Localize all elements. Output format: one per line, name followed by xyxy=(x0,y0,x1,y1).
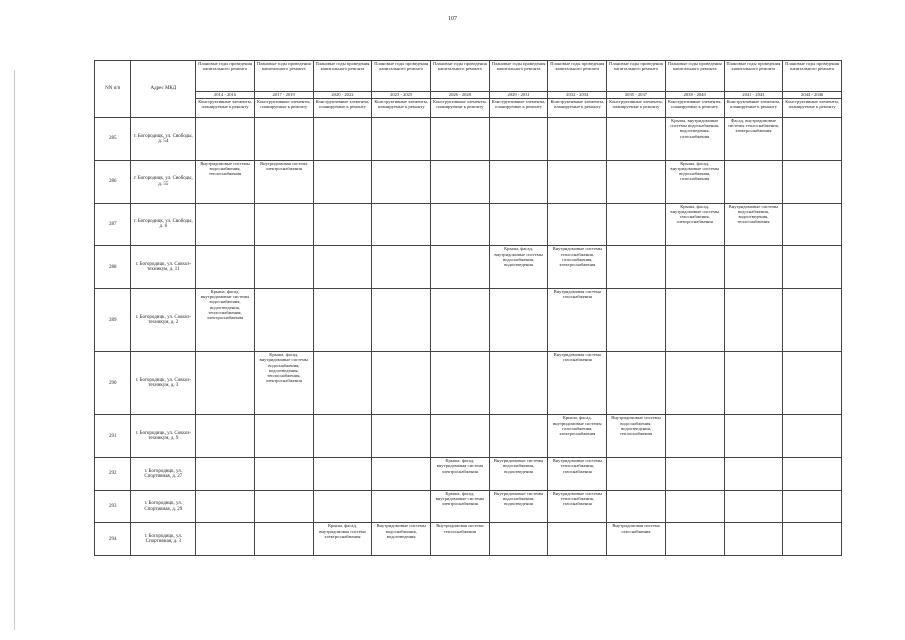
repair-cell: Крыша, фасад, внутридомовая система электроснабжения xyxy=(431,458,490,491)
repair-cell xyxy=(665,352,724,415)
header-period-range: 2017 - 2019 xyxy=(254,92,313,99)
table-row xyxy=(95,246,842,289)
repair-cell: Внутридомовая система газоснабжения xyxy=(548,352,607,415)
repair-cell: Крыша, внутридомовые системы водоснабжения, водоотведения, газоснабжения xyxy=(665,118,724,161)
repair-cell: Внутридомовые системы водоснабжения, водоотведения xyxy=(489,490,548,523)
repair-cell xyxy=(313,160,372,203)
repair-cell xyxy=(783,118,842,161)
repair-cell: Внутридомовые системы водоснабжения, водоотведения xyxy=(372,523,431,556)
repair-cell xyxy=(313,490,372,523)
row-address: г. Богородицк, ул. Совхоз-техникум, д. 11 xyxy=(131,246,196,289)
repair-cell xyxy=(372,289,431,352)
repair-cell: Крыша, фасад, внутридомовые системы газоснабжения, электроснабжения xyxy=(548,415,607,458)
repair-cell xyxy=(548,203,607,246)
repair-cell xyxy=(607,352,666,415)
scan-edge-mark xyxy=(14,70,15,630)
repair-cell: Крыша, фасад, внутридомовые системы водоснабжения, водоотведения xyxy=(489,246,548,289)
repair-cell xyxy=(254,458,313,491)
row-address: г. Богородицк, ул. Совхоз-техникум, д. 3 xyxy=(131,352,196,415)
repair-cell xyxy=(196,246,255,289)
header-period-range: 2023 - 2025 xyxy=(372,92,431,99)
header-period-title: Плановые годы проведения капитального ремонта xyxy=(254,61,313,92)
repair-cell: Крыша, фасад, внутридомовые системы газоснабжения, электроснабжения xyxy=(665,203,724,246)
page-number: 107 xyxy=(448,16,457,22)
repair-cell xyxy=(372,415,431,458)
repair-cell xyxy=(196,523,255,556)
repair-cell xyxy=(665,490,724,523)
repair-cell: Крыша, фасад, внутридомовые системы водоснабжения, водоотведения, теплоснабжения, электроснабжения xyxy=(196,289,255,352)
repair-cell xyxy=(724,523,783,556)
repair-cell xyxy=(783,415,842,458)
repair-cell xyxy=(372,160,431,203)
repair-cell: Внутридомовые системы водоснабжения, водоотведения xyxy=(489,458,548,491)
repair-cell xyxy=(254,289,313,352)
header-period-title: Плановые годы проведения капитального ремонта xyxy=(489,61,548,92)
row-address: г. Богородицк, ул. Совхоз-техникум, д. 2 xyxy=(131,289,196,352)
row-number: 291 xyxy=(95,415,131,458)
repair-cell xyxy=(254,490,313,523)
row-number: 294 xyxy=(95,523,131,556)
table-row xyxy=(95,415,842,458)
repair-cell xyxy=(548,160,607,203)
repair-cell xyxy=(196,415,255,458)
row-number: 288 xyxy=(95,246,131,289)
repair-cell xyxy=(489,289,548,352)
repair-cell xyxy=(724,352,783,415)
repair-cell xyxy=(607,289,666,352)
repair-cell xyxy=(431,415,490,458)
repair-cell xyxy=(313,289,372,352)
repair-cell xyxy=(665,246,724,289)
header-period-range: 2029 - 2031 xyxy=(489,92,548,99)
row-address: г. Богородицк, ул. Совхоз-техникум, д. 9 xyxy=(131,415,196,458)
header-elements: Конструктивные элементы, планируемые к ремонту xyxy=(665,99,724,118)
header-period-range: 2014 - 2016 xyxy=(196,92,255,99)
repair-cell xyxy=(196,458,255,491)
row-address: г. Богородицк, ул. Спортивная, д. 29 xyxy=(131,490,196,523)
repair-cell xyxy=(196,352,255,415)
repair-cell xyxy=(607,203,666,246)
repair-cell: Внутридомовая система теплоснабжения xyxy=(431,523,490,556)
repair-cell: Крыша, фасад, внутридомовые системы водоснабжения, газоснабжения xyxy=(665,160,724,203)
repair-cell xyxy=(313,203,372,246)
header-period-title: Плановые годы проведения капитального ремонта xyxy=(372,61,431,92)
header-period-title: Плановые годы проведения капитального ремонта xyxy=(665,61,724,92)
repair-cell xyxy=(724,160,783,203)
repair-cell xyxy=(313,118,372,161)
repair-cell xyxy=(431,203,490,246)
row-number: 287 xyxy=(95,203,131,246)
repair-cell xyxy=(372,246,431,289)
repair-cell xyxy=(724,415,783,458)
repair-cell xyxy=(783,160,842,203)
repair-cell xyxy=(607,458,666,491)
repair-cell: Крыша, фасад, внутридомовые системы электроснабжения xyxy=(431,490,490,523)
repair-cell xyxy=(372,352,431,415)
header-elements: Конструктивные элементы, планируемые к ремонту xyxy=(313,99,372,118)
repair-cell xyxy=(724,289,783,352)
repair-cell xyxy=(783,490,842,523)
header-period-title: Плановые годы проведения капитального ремонта xyxy=(313,61,372,92)
repair-cell xyxy=(254,246,313,289)
repair-cell xyxy=(254,523,313,556)
header-period-title: Плановые годы проведения капитального ремонта xyxy=(196,61,255,92)
repair-cell xyxy=(489,118,548,161)
row-number: 289 xyxy=(95,289,131,352)
repair-cell: Внутридомовые системы водоснабжения, водоотведения, теплоснабжения xyxy=(724,203,783,246)
repair-cell xyxy=(489,415,548,458)
repair-cell xyxy=(489,523,548,556)
repair-cell xyxy=(665,458,724,491)
repair-cell xyxy=(431,289,490,352)
repair-cell xyxy=(548,118,607,161)
table-row xyxy=(95,490,842,523)
repair-cell xyxy=(783,458,842,491)
header-period-title: Плановые годы проведения капитального ремонта xyxy=(783,61,842,92)
header-elements: Конструктивные элементы, планируемые к ремонту xyxy=(254,99,313,118)
table-row xyxy=(95,160,842,203)
repair-cell xyxy=(783,203,842,246)
repair-cell xyxy=(196,203,255,246)
header-elements: Конструктивные элементы, планируемые к ремонту xyxy=(548,99,607,118)
row-address: г. Богородицк, ул. Спортивная, д. 3 xyxy=(131,523,196,556)
row-number: 290 xyxy=(95,352,131,415)
repair-cell xyxy=(313,415,372,458)
repair-cell xyxy=(372,458,431,491)
repair-cell xyxy=(431,160,490,203)
repair-cell: Внутридомовые системы водоснабжения, водоотведения, теплоснабжения xyxy=(607,415,666,458)
repair-cell xyxy=(431,352,490,415)
header-period-range: 2035 - 2037 xyxy=(607,92,666,99)
header-period-range: 2038 - 2040 xyxy=(665,92,724,99)
header-elements: Конструктивные элементы, планируемые к ремонту xyxy=(783,99,842,118)
repair-cell xyxy=(783,523,842,556)
header-period-range: 2026 - 2028 xyxy=(431,92,490,99)
row-number: 292 xyxy=(95,458,131,491)
repair-cell xyxy=(724,246,783,289)
repair-cell xyxy=(665,415,724,458)
repair-cell xyxy=(431,118,490,161)
row-number: 285 xyxy=(95,118,131,161)
repair-cell xyxy=(313,352,372,415)
repair-cell xyxy=(783,246,842,289)
repair-cell: Крыша, фасад, внутридомовые системы водоснабжения, водоотведения, теплоснабжения, электроснабжения xyxy=(254,352,313,415)
repair-cell xyxy=(665,289,724,352)
repair-cell: Внутридомовые системы теплоснабжения, газоснабжения xyxy=(548,458,607,491)
header-period-range: 2041 - 2043 xyxy=(724,92,783,99)
table-row xyxy=(95,523,842,556)
table-row xyxy=(95,458,842,491)
repair-cell xyxy=(783,289,842,352)
repair-cell: Внутридомовые системы теплоснабжения, газоснабжения, электроснабжения xyxy=(548,246,607,289)
header-elements: Конструктивные элементы, планируемые к ремонту xyxy=(372,99,431,118)
repair-cell xyxy=(313,458,372,491)
header-elements: Конструктивные элементы, планируемые к ремонту xyxy=(607,99,666,118)
capital-repair-plan-table xyxy=(94,60,842,556)
repair-cell xyxy=(313,246,372,289)
header-period-range: 2020 - 2022 xyxy=(313,92,372,99)
repair-cell xyxy=(254,203,313,246)
repair-cell xyxy=(607,490,666,523)
repair-cell xyxy=(489,352,548,415)
row-number: 293 xyxy=(95,490,131,523)
header-period-title: Плановые годы проведения капитального ремонта xyxy=(431,61,490,92)
table-row xyxy=(95,352,842,415)
repair-cell: Внутридомовая система электроснабжения xyxy=(254,160,313,203)
header-address: Адрес МКД xyxy=(131,61,196,118)
repair-cell xyxy=(372,118,431,161)
repair-cell: Внутридомовые системы теплоснабжения, газоснабжения xyxy=(548,490,607,523)
repair-cell xyxy=(254,415,313,458)
row-address: г. Богородицк, ул. Свободы, д. 54 xyxy=(131,118,196,161)
row-address: г. Богородицк, ул. Спортивная, д. 27 xyxy=(131,458,196,491)
repair-cell xyxy=(254,118,313,161)
repair-cell xyxy=(372,203,431,246)
repair-cell: Внутридомовые системы водоснабжения, теплоснабжения xyxy=(196,160,255,203)
header-period-range: 2032 - 2034 xyxy=(548,92,607,99)
row-address: г. Богородицк, ул. Свободы, д. 55 xyxy=(131,160,196,203)
table-row xyxy=(95,118,842,161)
header-period-title: Плановые годы проведения капитального ремонта xyxy=(724,61,783,92)
header-elements: Конструктивные элементы, планируемые к ремонту xyxy=(724,99,783,118)
repair-cell xyxy=(783,352,842,415)
repair-cell xyxy=(431,246,490,289)
repair-cell xyxy=(548,523,607,556)
repair-cell xyxy=(724,490,783,523)
repair-cell: Внутридомовая система газоснабжения xyxy=(548,289,607,352)
repair-cell xyxy=(196,118,255,161)
row-address: г. Богородицк, ул. Свободы, д. 6 xyxy=(131,203,196,246)
repair-cell xyxy=(372,490,431,523)
header-elements: Конструктивные элементы, планируемые к ремонту xyxy=(196,99,255,118)
repair-cell xyxy=(607,246,666,289)
repair-cell xyxy=(724,458,783,491)
repair-cell: Крыша, фасад, внутридомовая система электроснабжения xyxy=(313,523,372,556)
repair-cell: Внутридомовая система газоснабжения xyxy=(607,523,666,556)
header-period-title: Плановые годы проведения капитального ремонта xyxy=(607,61,666,92)
header-period-range: 2044 - 2046 xyxy=(783,92,842,99)
header-elements: Конструктивные элементы, планируемые к ремонту xyxy=(489,99,548,118)
table-row xyxy=(95,289,842,352)
repair-cell xyxy=(607,118,666,161)
repair-cell xyxy=(196,490,255,523)
repair-cell: Фасад, внутридомовые системы теплоснабжения, электроснабжения xyxy=(724,118,783,161)
repair-cell xyxy=(607,160,666,203)
header-period-title: Плановые годы проведения капитального ремонта xyxy=(548,61,607,92)
header-elements: Конструктивные элементы, планируемые к ремонту xyxy=(431,99,490,118)
table-row xyxy=(95,203,842,246)
repair-cell xyxy=(665,523,724,556)
header-nn: NN п/п xyxy=(95,61,131,118)
repair-cell xyxy=(489,203,548,246)
row-number: 286 xyxy=(95,160,131,203)
repair-cell xyxy=(489,160,548,203)
